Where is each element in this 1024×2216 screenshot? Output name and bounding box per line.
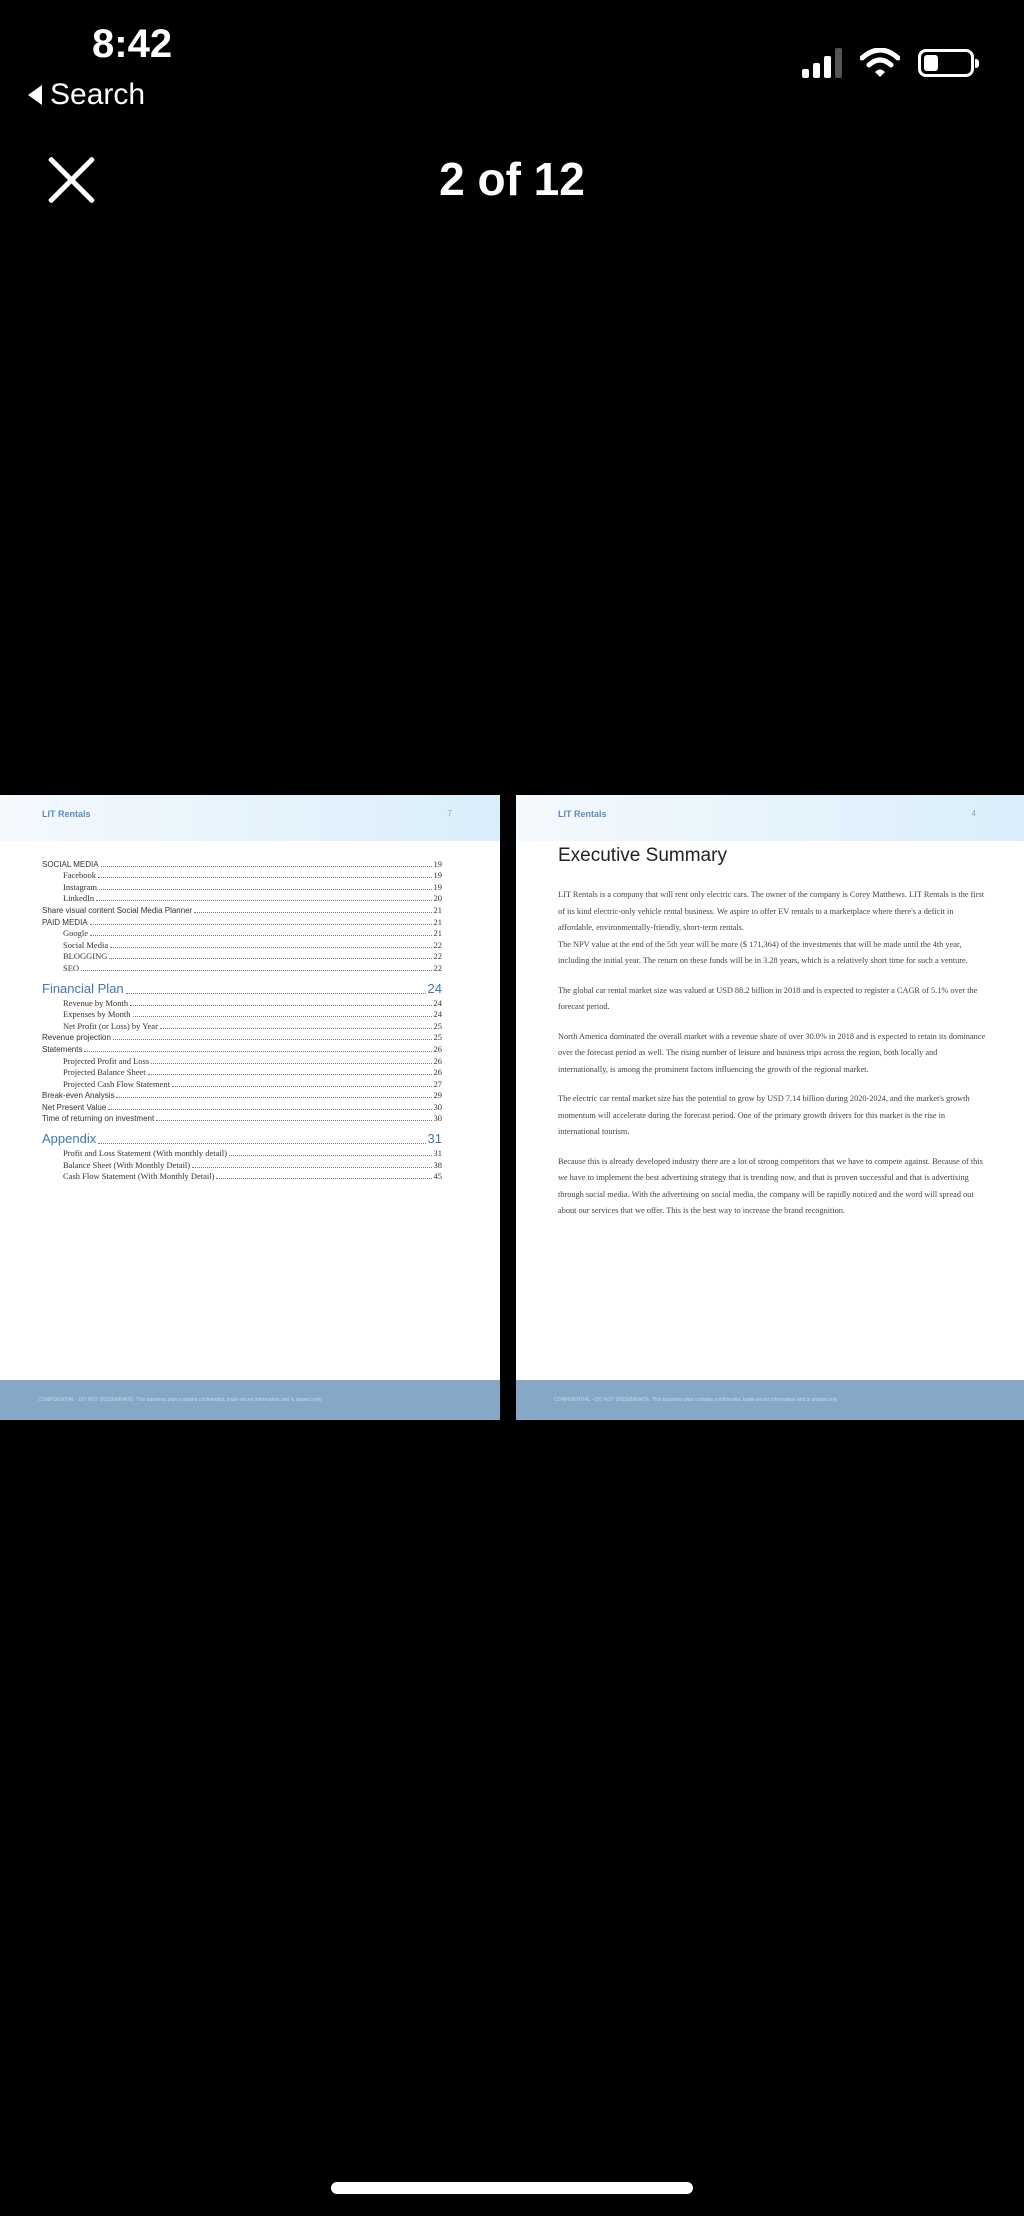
toc-label: Projected Balance Sheet [63, 1067, 146, 1078]
toc-leader-dots [133, 1016, 432, 1017]
back-to-search-link[interactable] [28, 78, 145, 112]
toc-row [42, 927, 442, 939]
toc-page-number: 27 [433, 1078, 442, 1089]
toc-label: Statements [42, 1044, 83, 1054]
toc-leader-dots [172, 1086, 432, 1087]
toc-row [42, 1131, 442, 1146]
toc-leader-dots [110, 947, 431, 948]
toc-leader-dots [81, 970, 431, 971]
toc-leader-dots [160, 1028, 432, 1029]
toc-page-number: 30 [433, 1113, 442, 1124]
toc-page-number: 26 [433, 1055, 442, 1066]
toc-label: Profit and Loss Statement (With monthly detail) [63, 1148, 227, 1159]
toc-label: Projected Profit and Loss [63, 1055, 150, 1066]
summary-paragraph: LIT Rentals is a company that will rent only electric cars. The owner of the company is Corey Matthews. LIT Rentals is the first of its kind electric-only vehicle rental business. We aspire to offer EV rentals to a marketplace where there's a deficit in affordable, environmentally-friendly, short-term rentals. The NPV value at the end of the 5th year will be more ($ 171,364) of the investments that will be made until the 4th year, including the initial year. The return on these funds will be in 3.28 years, which is a relatively short time for such a venture. [558, 890, 985, 965]
toc-page-number: 24 [433, 1009, 442, 1020]
toc-leader-dots [98, 877, 431, 878]
toc-leader-dots [113, 1039, 432, 1040]
toc-page-number: 19 [433, 881, 442, 892]
toc-leader-dots [108, 1109, 431, 1110]
toc-row [42, 961, 442, 973]
toc-row [42, 1066, 442, 1078]
toc-page-number: 24 [427, 980, 442, 996]
toc-label: Appendix [42, 1131, 97, 1147]
toc-label: Financial Plan [42, 980, 124, 996]
toc-row [42, 1008, 442, 1020]
toc-row [42, 869, 442, 881]
toc-leader-dots [99, 889, 432, 890]
toc-row [42, 996, 442, 1008]
toc-row [42, 938, 442, 950]
toc-row [42, 892, 442, 904]
toc-page-number: 22 [433, 951, 442, 962]
toc-row [42, 1042, 442, 1054]
summary-paragraph: The electric car rental market size has the potential to grow by USD 7.14 billion during 2020-2024, and the market's growth momentum will accelerate during the forecast period. One of the primary growth drivers for this market is the rise in international tourism. [558, 1094, 970, 1136]
document-page-right [516, 795, 1024, 1420]
page-brand: LIT Rentals [558, 809, 607, 819]
toc-label: PAID MEDIA [42, 917, 88, 927]
toc-page-number: 45 [433, 1171, 442, 1182]
toc-row [42, 1170, 442, 1182]
toc-page-number: 21 [433, 904, 442, 915]
page-brand: LIT Rentals [42, 809, 91, 819]
status-indicators [802, 48, 974, 78]
toc-leader-dots [90, 935, 431, 936]
toc-leader-dots [216, 1178, 431, 1179]
toc-row [42, 1100, 442, 1112]
toc-label: SEO [63, 962, 80, 973]
toc-row [42, 1019, 442, 1031]
toc-page-number: 24 [433, 997, 442, 1008]
page-number: 4 [971, 809, 976, 818]
table-of-contents [42, 857, 442, 1181]
toc-page-number: 26 [433, 1043, 442, 1054]
toc-label: Social Media [63, 939, 109, 950]
toc-row [42, 1146, 442, 1158]
toc-page-number: 31 [433, 1148, 442, 1159]
battery-icon [918, 49, 974, 77]
toc-leader-dots [156, 1120, 431, 1121]
page-header [516, 795, 1024, 841]
toc-label: Expenses by Month [63, 1009, 131, 1020]
document-spread[interactable] [0, 795, 1024, 1420]
toc-leader-dots [229, 1155, 432, 1156]
executive-summary [558, 845, 988, 1233]
toc-label: Instagram [63, 881, 97, 892]
page-number: 7 [447, 809, 452, 818]
toc-row [42, 1112, 442, 1124]
toc-label: Time of returning on investment [42, 1114, 155, 1124]
toc-leader-dots [101, 866, 432, 867]
toc-row [42, 903, 442, 915]
toc-row [42, 1031, 442, 1043]
toc-label: SOCIAL MEDIA [42, 859, 99, 869]
toc-row [42, 1158, 442, 1170]
document-page-left [0, 795, 500, 1420]
toc-leader-dots [116, 1097, 431, 1098]
toc-leader-dots [194, 912, 431, 913]
toc-page-number: 25 [433, 1020, 442, 1031]
footer-text: CONFIDENTIAL - DO NOT DISSEMINATE. This business plan contains confidential, trade-secret information and is shared only [38, 1397, 322, 1403]
toc-page-number: 26 [433, 1067, 442, 1078]
toc-label: Net Profit (or Loss) by Year [63, 1020, 158, 1031]
footer-text: CONFIDENTIAL - DO NOT DISSEMINATE. This business plan contains confidential, trade-secret information and is shared only [554, 1397, 838, 1403]
toc-page-number: 19 [433, 870, 442, 881]
toc-label: Break-even Analysis [42, 1091, 115, 1101]
toc-row [42, 857, 442, 869]
toc-leader-dots [192, 1167, 431, 1168]
toc-page-number: 30 [433, 1101, 442, 1112]
toc-leader-dots [126, 993, 426, 994]
home-indicator[interactable] [331, 2182, 693, 2194]
toc-page-number: 25 [433, 1032, 442, 1043]
toc-label: BLOGGING [63, 951, 108, 962]
page-counter: 2 of 12 [439, 153, 585, 205]
toc-label: Net Present Value [42, 1102, 107, 1112]
toc-leader-dots [84, 1051, 431, 1052]
back-triangle-icon [28, 85, 42, 105]
page-footer [516, 1380, 1024, 1420]
status-time: 8:42 [92, 22, 173, 66]
toc-label: Google [63, 928, 89, 939]
page-header [0, 795, 500, 841]
toc-row [42, 915, 442, 927]
summary-paragraph: The global car rental market size was valued at USD 88.2 billion in 2018 and is expected to register a CAGR of 5.1% over the forecast period. [558, 985, 978, 1011]
toc-label: Cash Flow Statement (With Monthly Detail) [63, 1171, 215, 1182]
toc-leader-dots [98, 1143, 425, 1144]
summary-paragraph: Because this is already developed industry there are a lot of strong competitors that we have to compete against. Because of this we have to implement the best advertising strategy that is trending now, and that is proven successful and that is advertising through social media. With the advertising on social media, the company will be rapidly noticed and the word will spread out about our services that we offer. This is the best way to increase the brand recognition. [558, 1156, 983, 1215]
toc-label: Share visual content Social Media Planner [42, 905, 193, 915]
toc-label: Revenue projection [42, 1033, 111, 1043]
toc-label: Revenue by Month [63, 997, 129, 1008]
toc-row [42, 1077, 442, 1089]
toc-row [42, 1054, 442, 1066]
wifi-icon [860, 48, 900, 78]
toc-leader-dots [130, 1005, 431, 1006]
toc-page-number: 38 [433, 1159, 442, 1170]
cellular-signal-icon [802, 48, 842, 78]
toc-row [42, 950, 442, 962]
toc-label: LinkedIn [63, 893, 95, 904]
toc-leader-dots [109, 958, 431, 959]
toc-row [42, 1089, 442, 1101]
toc-row [42, 981, 442, 996]
back-link-label: Search [50, 78, 146, 111]
toc-label: Balance Sheet (With Monthly Detail) [63, 1159, 191, 1170]
toc-page-number: 21 [433, 928, 442, 939]
toc-label: Facebook [63, 870, 97, 881]
toc-page-number: 22 [433, 939, 442, 950]
toc-leader-dots [90, 924, 432, 925]
toc-row [42, 880, 442, 892]
page-footer [0, 1380, 500, 1420]
toc-leader-dots [148, 1074, 432, 1075]
toc-page-number: 21 [433, 916, 442, 927]
executive-summary-heading: Executive Summary [558, 845, 727, 866]
toc-page-number: 20 [433, 893, 442, 904]
toc-page-number: 31 [427, 1131, 442, 1147]
toc-label: Projected Cash Flow Statement [63, 1078, 170, 1089]
toc-page-number: 22 [433, 962, 442, 973]
toc-page-number: 19 [433, 858, 442, 869]
toc-page-number: 29 [433, 1090, 442, 1101]
toc-leader-dots [151, 1063, 431, 1064]
summary-paragraph: North America dominated the overall market with a revenue share of over 30.0% in 2018 and is expected to retain its dominance over the forecast period as well. The rising number of leisure and business trips across the region, both locally and internationally, is among the prominent factors influencing the growth of the regional market. [558, 1031, 986, 1074]
toc-leader-dots [96, 900, 431, 901]
